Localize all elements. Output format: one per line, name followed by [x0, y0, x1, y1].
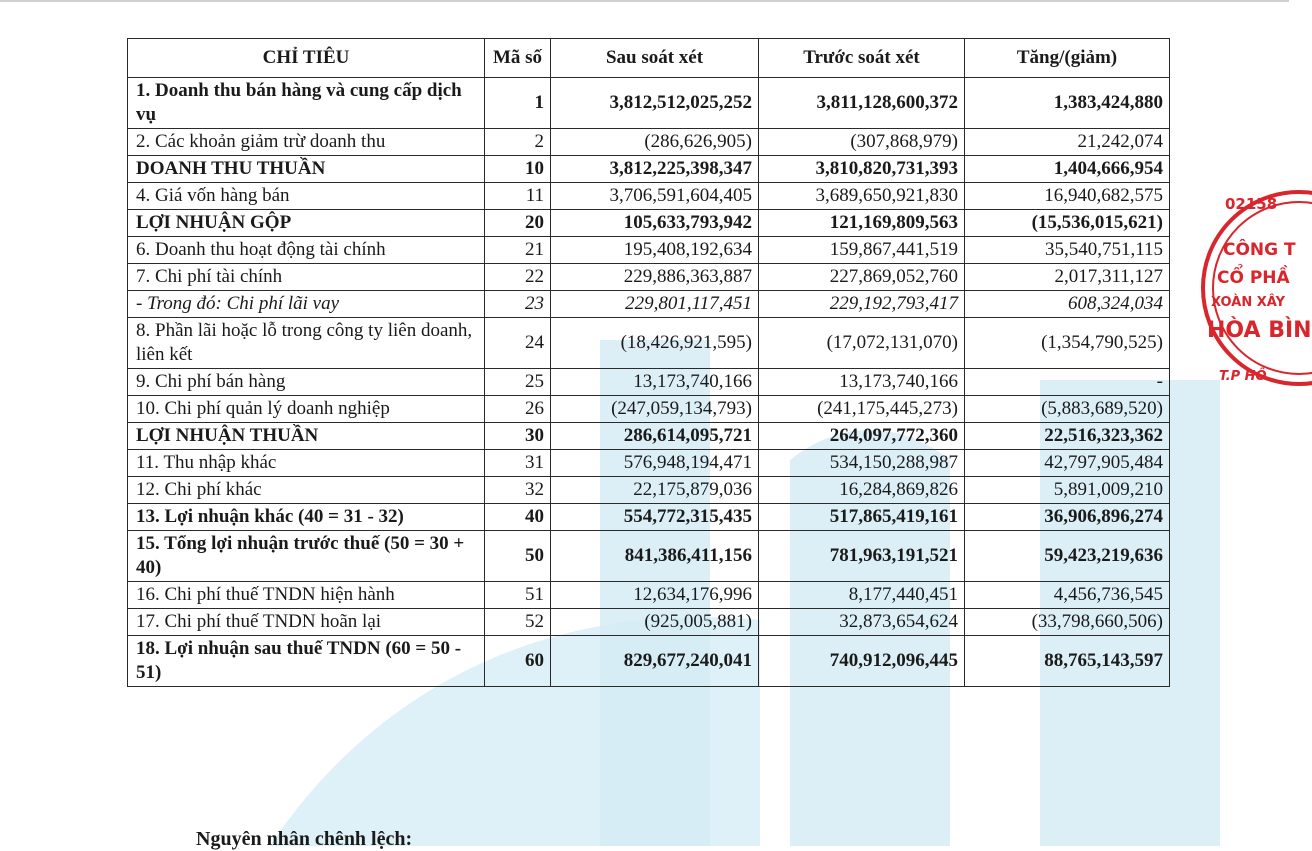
row-code: 60	[485, 636, 551, 687]
row-change: (5,883,689,520)	[965, 396, 1170, 423]
row-code: 10	[485, 156, 551, 183]
row-code: 23	[485, 291, 551, 318]
row-before-review: 13,173,740,166	[759, 369, 965, 396]
table-row	[128, 450, 1170, 477]
row-before-review: (17,072,131,070)	[759, 318, 965, 369]
row-code: 25	[485, 369, 551, 396]
row-label: 10. Chi phí quản lý doanh nghiệp	[128, 396, 485, 423]
header-after-review: Sau soát xét	[551, 39, 759, 78]
table-row	[128, 369, 1170, 396]
row-change: 1,404,666,954	[965, 156, 1170, 183]
row-label: 16. Chi phí thuế TNDN hiện hành	[128, 582, 485, 609]
table-row	[128, 636, 1170, 687]
row-before-review: 517,865,419,161	[759, 504, 965, 531]
company-seal-stamp	[1195, 178, 1312, 418]
row-code: 30	[485, 423, 551, 450]
table-row	[128, 504, 1170, 531]
row-after-review: 554,772,315,435	[551, 504, 759, 531]
row-code: 51	[485, 582, 551, 609]
row-after-review: 3,812,512,025,252	[551, 78, 759, 129]
row-before-review: 264,097,772,360	[759, 423, 965, 450]
row-before-review: 121,169,809,563	[759, 210, 965, 237]
row-change: 35,540,751,115	[965, 237, 1170, 264]
row-label: - Trong đó: Chi phí lãi vay	[128, 291, 485, 318]
row-after-review: 195,408,192,634	[551, 237, 759, 264]
row-code: 11	[485, 183, 551, 210]
row-label: 2. Các khoản giảm trừ doanh thu	[128, 129, 485, 156]
table-row	[128, 156, 1170, 183]
row-label: 7. Chi phí tài chính	[128, 264, 485, 291]
table-row	[128, 423, 1170, 450]
table-row	[128, 129, 1170, 156]
row-change: 36,906,896,274	[965, 504, 1170, 531]
row-after-review: 286,614,095,721	[551, 423, 759, 450]
row-label: 11. Thu nhập khác	[128, 450, 485, 477]
table-row	[128, 78, 1170, 129]
row-after-review: 3,812,225,398,347	[551, 156, 759, 183]
row-before-review: 781,963,191,521	[759, 531, 965, 582]
table-row	[128, 291, 1170, 318]
row-change: 59,423,219,636	[965, 531, 1170, 582]
row-label: 18. Lợi nhuận sau thuế TNDN (60 = 50 - 51)	[128, 636, 485, 687]
row-change: 1,383,424,880	[965, 78, 1170, 129]
table-row	[128, 396, 1170, 423]
table-row	[128, 582, 1170, 609]
header-indicator: CHỈ TIÊU	[128, 39, 485, 78]
row-change: 21,242,074	[965, 129, 1170, 156]
row-label: 17. Chi phí thuế TNDN hoãn lại	[128, 609, 485, 636]
row-before-review: 227,869,052,760	[759, 264, 965, 291]
row-change: (33,798,660,506)	[965, 609, 1170, 636]
table-row	[128, 318, 1170, 369]
row-code: 31	[485, 450, 551, 477]
table-row	[128, 210, 1170, 237]
row-before-review: 229,192,793,417	[759, 291, 965, 318]
table-row	[128, 609, 1170, 636]
row-after-review: 12,634,176,996	[551, 582, 759, 609]
seal-text-line: 02158	[1225, 195, 1278, 213]
row-after-review: 841,386,411,156	[551, 531, 759, 582]
row-change: 88,765,143,597	[965, 636, 1170, 687]
difference-reasons-heading: Nguyên nhân chênh lệch:	[196, 828, 413, 850]
row-after-review: (18,426,921,595)	[551, 318, 759, 369]
table-row	[128, 264, 1170, 291]
row-after-review: 829,677,240,041	[551, 636, 759, 687]
table-row	[128, 477, 1170, 504]
row-before-review: 16,284,869,826	[759, 477, 965, 504]
row-before-review: (241,175,445,273)	[759, 396, 965, 423]
row-change: 5,891,009,210	[965, 477, 1170, 504]
seal-text-line: CÔNG T	[1223, 240, 1296, 260]
row-change: 22,516,323,362	[965, 423, 1170, 450]
row-after-review: (925,005,881)	[551, 609, 759, 636]
seal-text-line: XOÀN XÂY	[1211, 295, 1285, 310]
seal-text-line: T.P HỒ	[1219, 369, 1267, 384]
row-before-review: 32,873,654,624	[759, 609, 965, 636]
row-code: 20	[485, 210, 551, 237]
row-after-review: (247,059,134,793)	[551, 396, 759, 423]
row-change: 608,324,034	[965, 291, 1170, 318]
row-change: -	[965, 369, 1170, 396]
row-code: 40	[485, 504, 551, 531]
row-label: 9. Chi phí bán hàng	[128, 369, 485, 396]
row-code: 32	[485, 477, 551, 504]
row-label: 6. Doanh thu hoạt động tài chính	[128, 237, 485, 264]
row-label: DOANH THU THUẦN	[128, 156, 485, 183]
row-label: 13. Lợi nhuận khác (40 = 31 - 32)	[128, 504, 485, 531]
row-after-review: (286,626,905)	[551, 129, 759, 156]
row-label: 15. Tổng lợi nhuận trước thuế (50 = 30 + 40)	[128, 531, 485, 582]
seal-text-line: CỔ PHẦ	[1217, 268, 1290, 288]
income-statement-table	[127, 38, 1170, 687]
row-change: (15,536,015,621)	[965, 210, 1170, 237]
row-before-review: 3,811,128,600,372	[759, 78, 965, 129]
header-before-review: Trước soát xét	[759, 39, 965, 78]
header-code: Mã số	[485, 39, 551, 78]
row-label: 4. Giá vốn hàng bán	[128, 183, 485, 210]
row-code: 22	[485, 264, 551, 291]
row-change: 42,797,905,484	[965, 450, 1170, 477]
row-change: 2,017,311,127	[965, 264, 1170, 291]
row-change: (1,354,790,525)	[965, 318, 1170, 369]
row-before-review: (307,868,979)	[759, 129, 965, 156]
row-code: 24	[485, 318, 551, 369]
row-change: 16,940,682,575	[965, 183, 1170, 210]
header-change: Tăng/(giảm)	[965, 39, 1170, 78]
row-label: LỢI NHUẬN GỘP	[128, 210, 485, 237]
row-after-review: 13,173,740,166	[551, 369, 759, 396]
row-after-review: 229,801,117,451	[551, 291, 759, 318]
row-after-review: 229,886,363,887	[551, 264, 759, 291]
row-label: 8. Phần lãi hoặc lỗ trong công ty liên doanh, liên kết	[128, 318, 485, 369]
row-before-review: 159,867,441,519	[759, 237, 965, 264]
row-before-review: 8,177,440,451	[759, 582, 965, 609]
row-after-review: 576,948,194,471	[551, 450, 759, 477]
table-row	[128, 183, 1170, 210]
row-code: 1	[485, 78, 551, 129]
row-code: 50	[485, 531, 551, 582]
row-label: 12. Chi phí khác	[128, 477, 485, 504]
row-code: 52	[485, 609, 551, 636]
row-before-review: 740,912,096,445	[759, 636, 965, 687]
table-header-row	[128, 39, 1170, 78]
row-code: 21	[485, 237, 551, 264]
seal-text-line: HÒA BÌN	[1207, 318, 1312, 343]
row-change: 4,456,736,545	[965, 582, 1170, 609]
row-code: 2	[485, 129, 551, 156]
row-before-review: 534,150,288,987	[759, 450, 965, 477]
row-after-review: 22,175,879,036	[551, 477, 759, 504]
table-row	[128, 531, 1170, 582]
row-label: 1. Doanh thu bán hàng và cung cấp dịch vụ	[128, 78, 485, 129]
row-code: 26	[485, 396, 551, 423]
row-after-review: 105,633,793,942	[551, 210, 759, 237]
row-label: LỢI NHUẬN THUẦN	[128, 423, 485, 450]
table-row	[128, 237, 1170, 264]
row-before-review: 3,810,820,731,393	[759, 156, 965, 183]
row-before-review: 3,689,650,921,830	[759, 183, 965, 210]
row-after-review: 3,706,591,604,405	[551, 183, 759, 210]
